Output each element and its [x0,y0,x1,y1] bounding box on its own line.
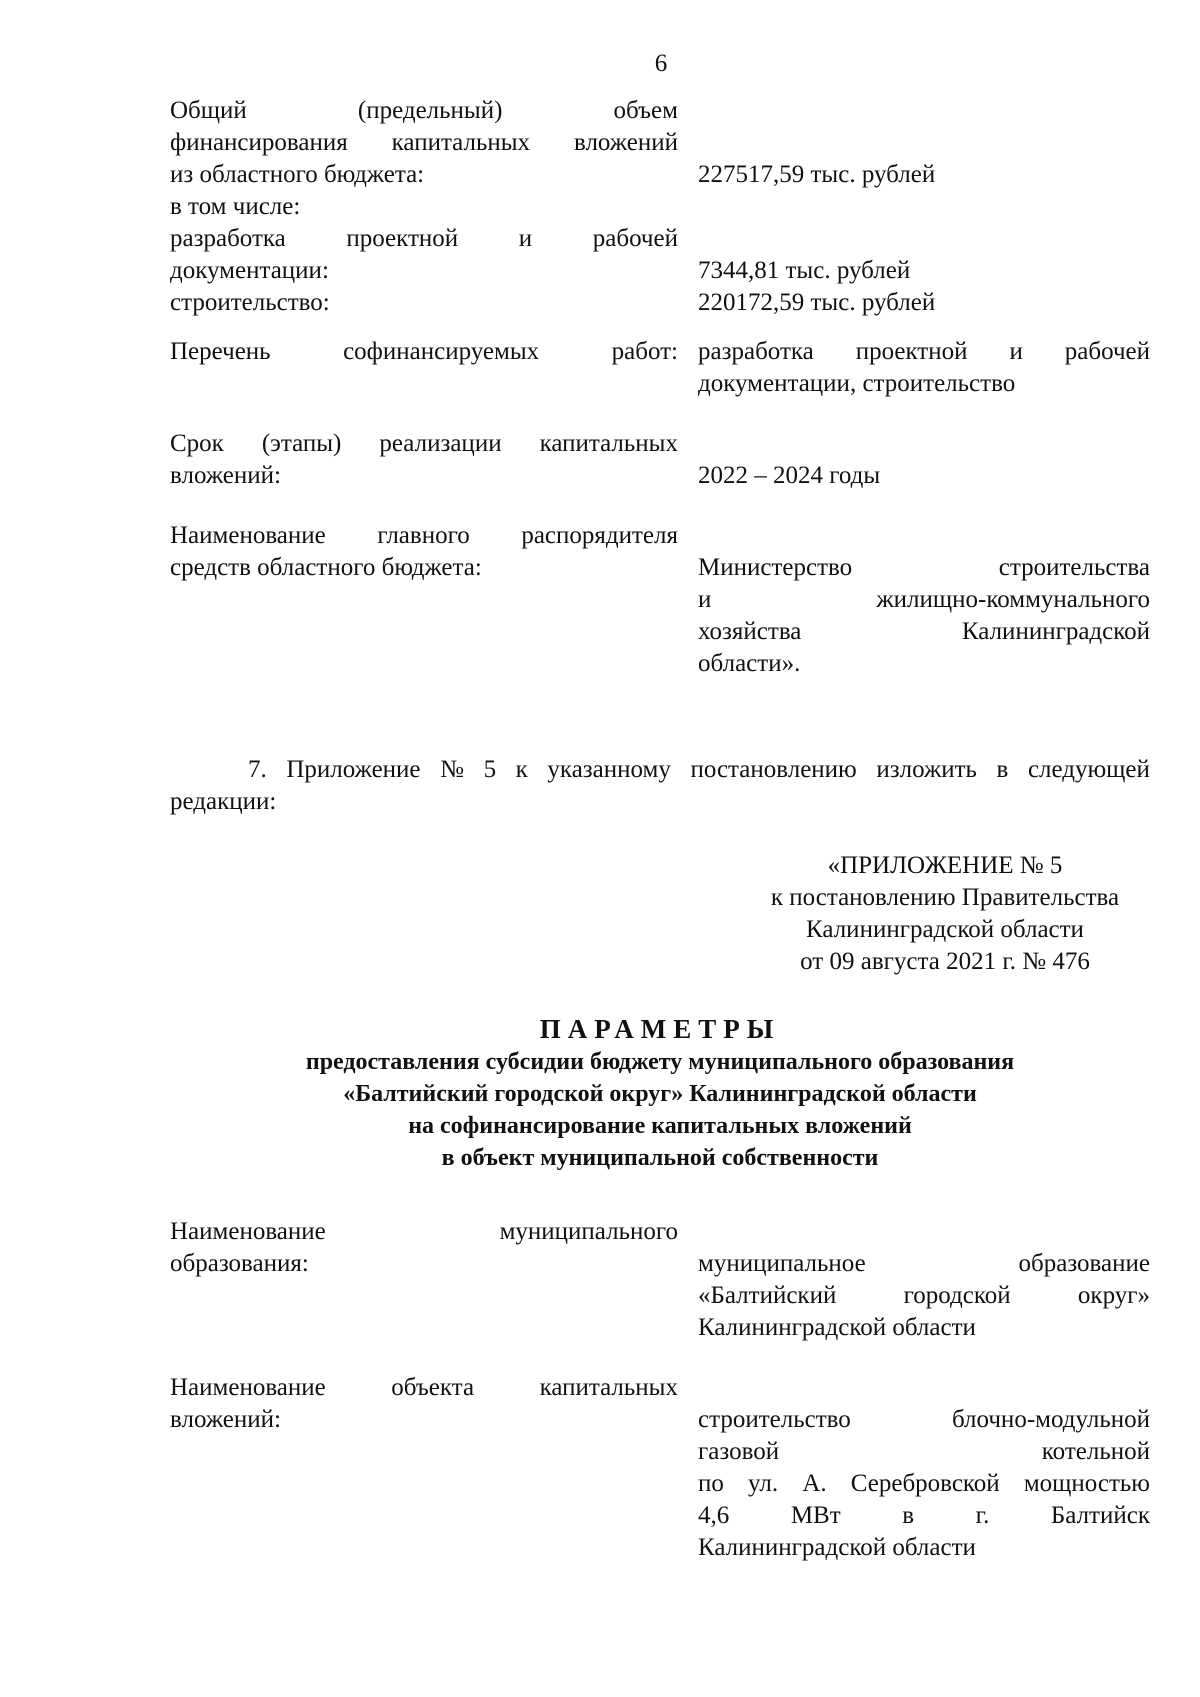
word: Приложение [286,756,421,783]
word: и [698,586,712,613]
justified-line [698,1468,1150,1500]
word: строительства [998,554,1150,581]
label-line: вложений: [170,462,281,489]
document-subtitle-line: на софинансирование капитальных вложений [408,1113,912,1139]
justified-line [698,552,1150,584]
justified-line [698,1404,1150,1436]
label-line: вложений: [170,1406,281,1433]
label-line: в том числе: [170,193,301,220]
word: образование [1018,1250,1150,1277]
value-line: документации, строительство [698,370,1016,397]
paragraph-line: редакции: [170,788,277,815]
word: следующей [1027,756,1150,783]
justified-line [170,223,678,255]
word: проектной [346,225,459,252]
document-title-block [170,1012,1150,1174]
word: проектной [855,338,968,365]
word: к [515,756,528,783]
appendix-line: к постановлению Правительства [770,884,1120,911]
word: 4,6 [698,1502,730,1529]
justified-line [170,127,678,159]
appendix-line: от 09 августа 2021 г. № 476 [800,948,1090,975]
design-value: 7344,81 тыс. рублей [698,257,911,284]
word: капитальных [539,430,678,457]
construction-value: 220172,59 тыс. рублей [698,289,936,316]
word: главного [377,522,470,549]
justified-line [170,520,678,552]
justified-line [170,95,678,127]
justified-line [698,1436,1150,1468]
word: муниципального [499,1218,678,1245]
justified-line [698,1280,1150,1312]
capital-object-value [698,1372,1150,1564]
justified-line [698,584,1150,616]
label-line: из областного бюджета: [170,161,425,188]
justified-line [170,428,678,460]
word: финансирования [170,129,348,156]
word: разработка [698,338,814,365]
word: Наименование [170,1374,326,1401]
word: указанному [547,756,671,783]
justified-line [170,754,1150,786]
word: постановлению [690,756,857,783]
financing-label [170,95,678,319]
value-line: Калининградской области [698,1314,976,1341]
word: реализации [379,430,502,457]
word: разработка [170,225,286,252]
word: и [518,225,533,252]
label-line: документации: [170,257,329,284]
justified-line [170,1372,678,1404]
word: Балтийск [1050,1502,1150,1529]
municipality-label [170,1216,678,1280]
word: ул. [748,1470,779,1497]
word: объем [613,97,678,124]
total-value: 227517,59 тыс. рублей [698,161,936,188]
word: 7. [248,756,267,783]
justified-line [698,1248,1150,1280]
value-line: области». [698,650,801,677]
word: рабочей [1064,338,1150,365]
appendix-header [720,850,1170,978]
justified-line [698,616,1150,648]
word: и [1009,338,1023,365]
word: рабочей [592,225,678,252]
word: № [440,756,464,783]
term-label [170,428,678,492]
document-subtitle-line: предоставления субсидии бюджету муниципального образования [305,1049,1015,1075]
word: капитальных [391,129,531,156]
administrator-label [170,520,678,584]
word: (предельный) [357,97,503,124]
word: 5 [483,756,497,783]
value-line: 2022 – 2024 годы [698,462,881,489]
justified-line [698,1500,1150,1532]
word: в [996,756,1009,783]
capital-object-label [170,1372,678,1436]
justified-line [698,336,1150,368]
word: газовой [698,1438,780,1465]
word: софинансируемых [343,338,540,365]
word: Министерство [698,554,853,581]
label-line: образования: [170,1250,309,1277]
financing-values [698,95,1150,319]
document-subtitle-line: в объект муниципальной собственности [441,1145,879,1171]
justified-line [170,1216,678,1248]
appendix-line: «ПРИЛОЖЕНИЕ № 5 [827,852,1063,879]
word: жилищно-коммунального [876,586,1150,613]
municipality-value [698,1216,1150,1344]
works-label [170,336,678,368]
word: Наименование [170,522,326,549]
word: городской [903,1282,1011,1309]
label-line: строительство: [170,289,330,316]
word: А. [802,1470,827,1497]
word: Срок [170,430,224,457]
word: по [698,1470,724,1497]
paragraph-7 [170,754,1150,818]
value-line: Калининградской области [698,1534,976,1561]
word: мощностью [1023,1470,1150,1497]
appendix-line: Калининградской области [806,916,1084,943]
word: хозяйства [698,618,802,645]
word: Серебровской [850,1470,1000,1497]
label-line: средств областного бюджета: [170,554,482,581]
page-number: 6 [654,50,668,77]
word: котельной [1041,1438,1150,1465]
word: объекта [391,1374,475,1401]
document-title: ПАРАМЕТРЫ [539,1014,781,1044]
term-value [698,428,1150,492]
word: муниципальное [698,1250,866,1277]
word: капитальных [539,1374,678,1401]
justified-line [170,336,678,368]
word: «Балтийский [698,1282,837,1309]
word: Перечень [170,338,271,365]
works-value [698,336,1150,400]
word: округ» [1077,1282,1150,1309]
administrator-value [698,520,1150,680]
word: (этапы) [261,430,342,457]
word: Калининградской [961,618,1150,645]
word: строительство [698,1406,851,1433]
word: изложить [876,756,977,783]
word: Наименование [170,1218,326,1245]
word: МВт [790,1502,841,1529]
word: блочно-модульной [951,1406,1150,1433]
word: в [902,1502,915,1529]
word: г. [975,1502,990,1529]
word: распорядителя [521,522,678,549]
word: Общий [170,97,247,124]
word: работ: [611,338,678,365]
document-subtitle-line: «Балтийский городской округ» Калининградской области [343,1081,977,1107]
word: вложений [573,129,678,156]
